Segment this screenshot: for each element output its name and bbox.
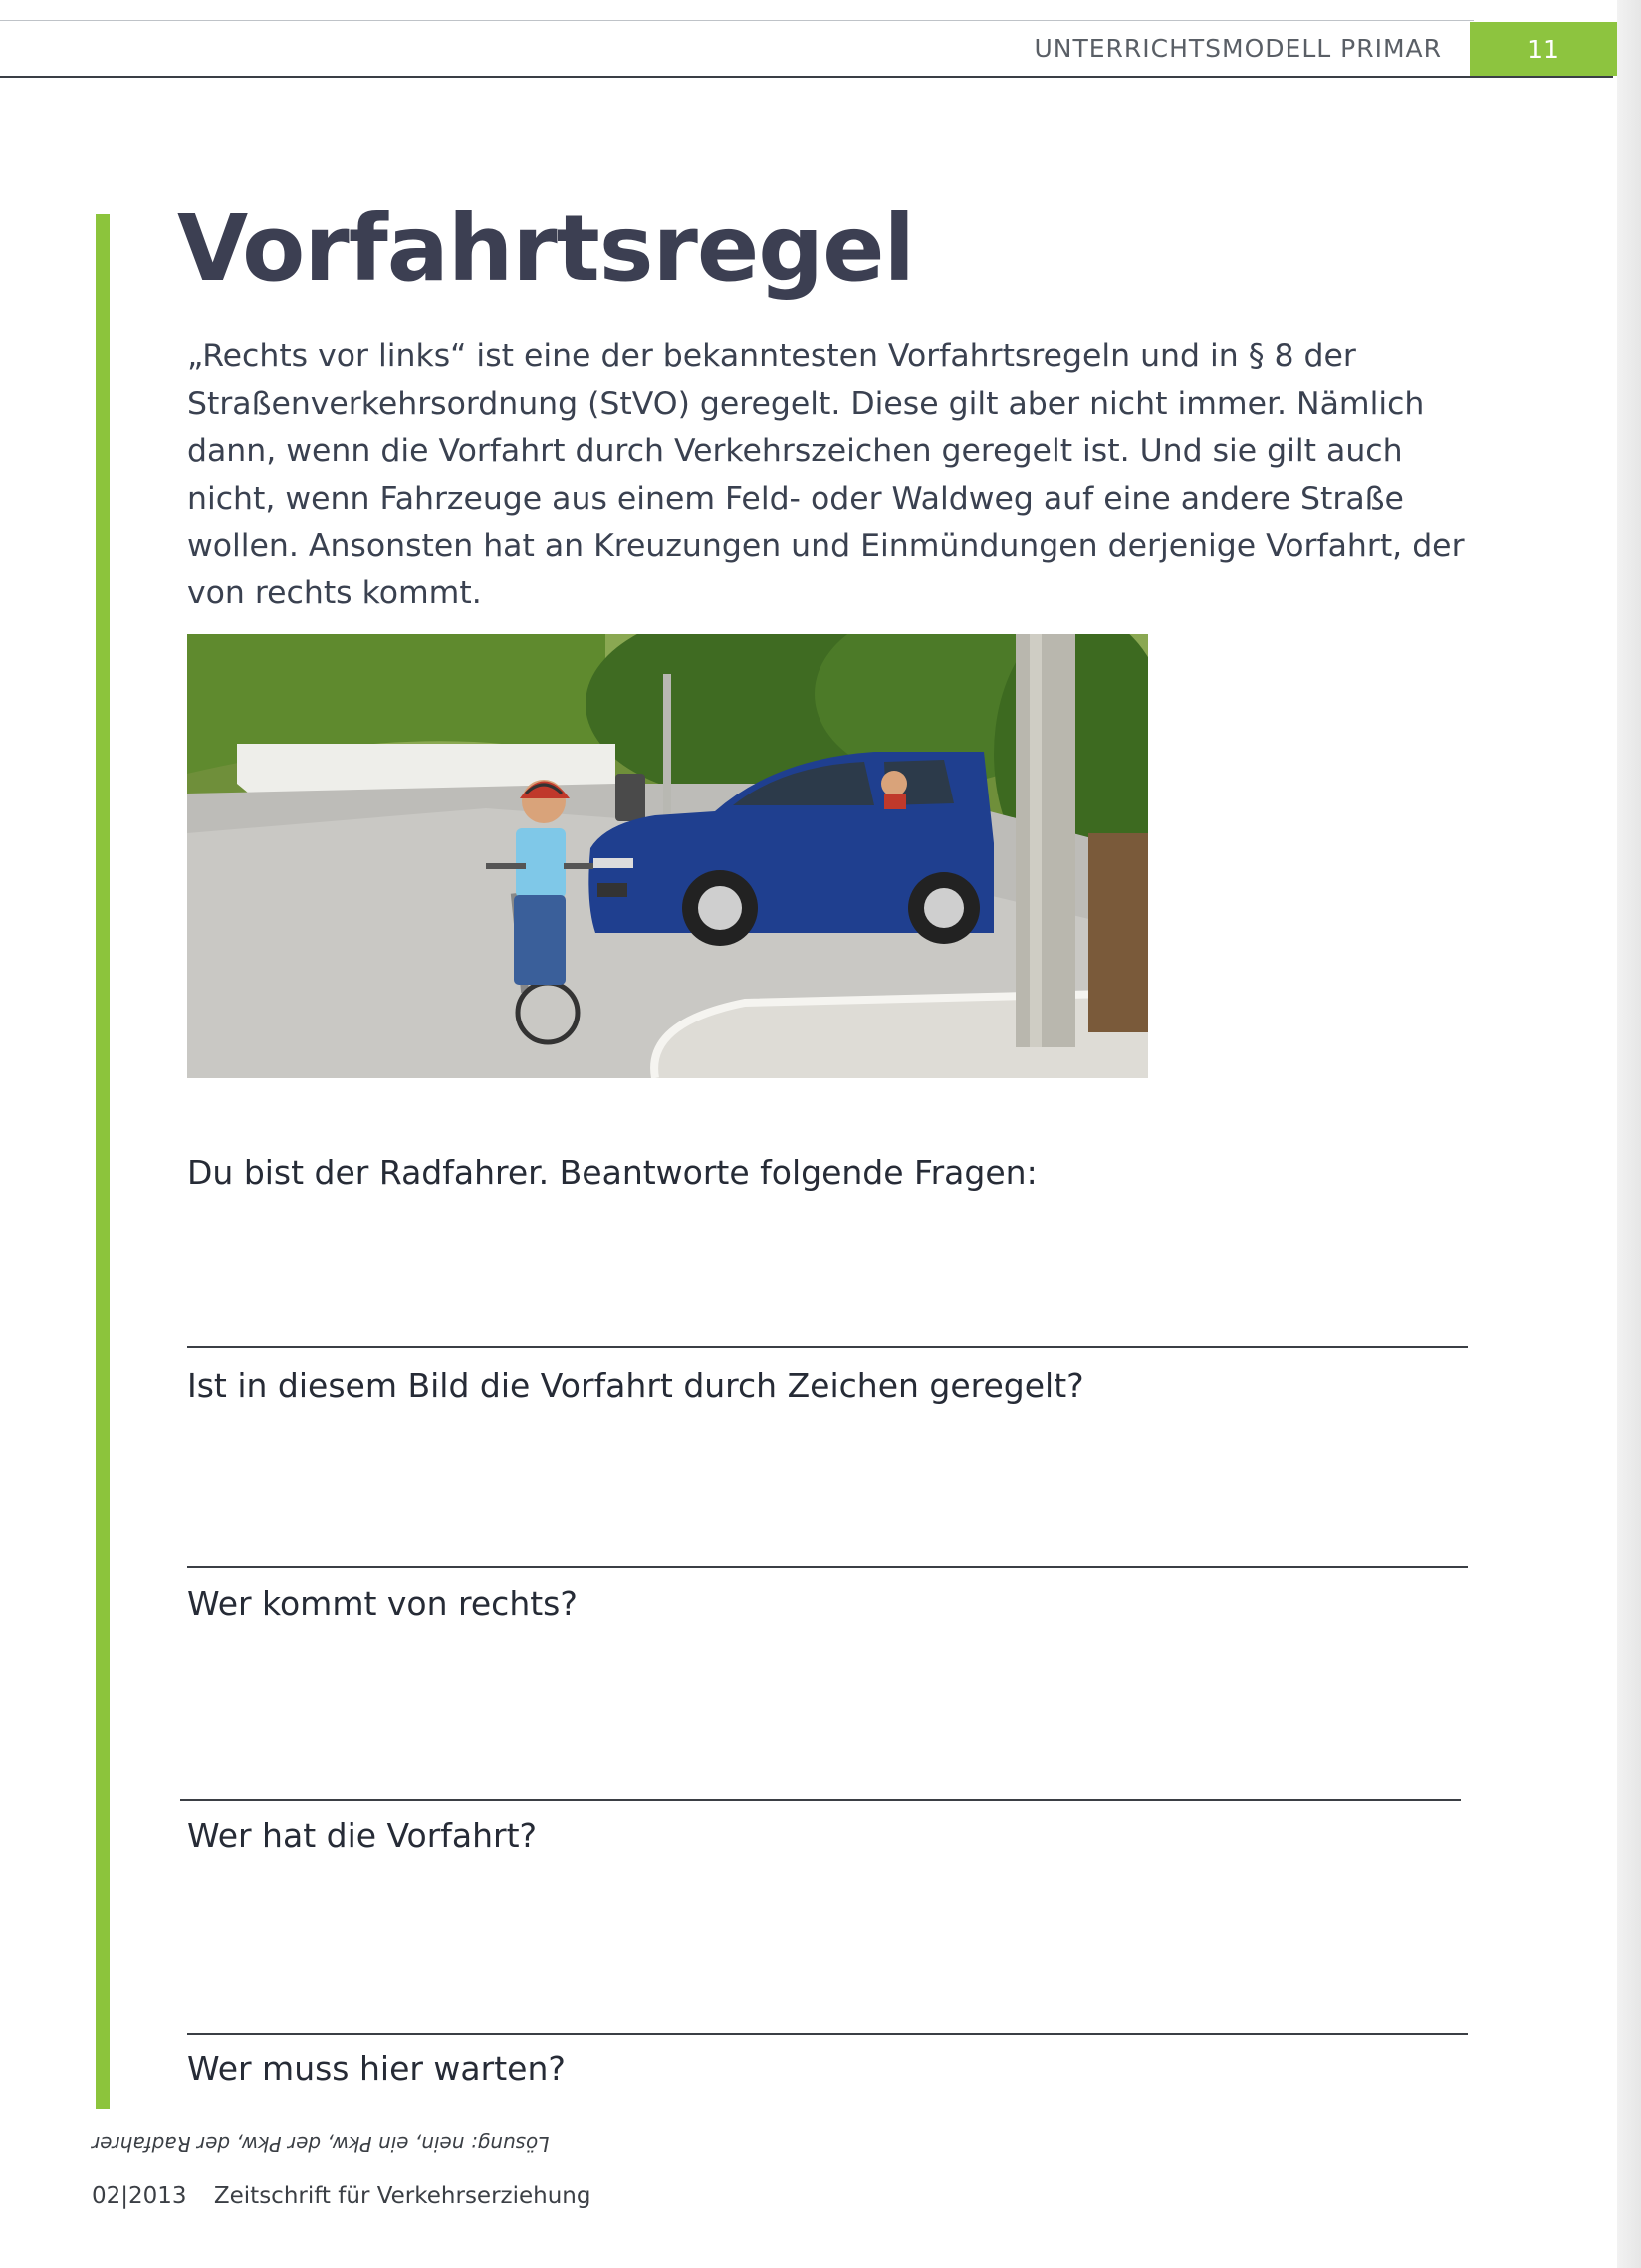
page-footer bbox=[92, 2183, 590, 2209]
page-edge bbox=[1617, 0, 1641, 2268]
page-title: Vorfahrtsregel bbox=[177, 195, 915, 302]
section-header: UNTERRICHTSMODELL PRIMAR bbox=[1034, 34, 1442, 63]
issue-number: 02|2013 bbox=[92, 2183, 187, 2209]
question-2: Wer kommt von rechts? bbox=[187, 1584, 578, 1623]
task-prompt: Du bist der Radfahrer. Beantworte folgende Fragen: bbox=[187, 1153, 1038, 1192]
publication-name: Zeitschrift für Verkehrserziehung bbox=[213, 2183, 591, 2209]
answer-line bbox=[180, 1799, 1461, 1801]
traffic-scene-illustration bbox=[187, 634, 1148, 1078]
accent-bar bbox=[96, 214, 110, 2109]
solution-text: Lösung: nein, ein Pkw, der Pkw, der Radfahrer bbox=[92, 2132, 550, 2155]
page-number-tab bbox=[1470, 22, 1617, 76]
traffic-photo bbox=[187, 634, 1148, 1078]
question-4: Wer muss hier warten? bbox=[187, 2049, 566, 2088]
header-top-rule bbox=[0, 20, 1474, 21]
intro-paragraph: „Rechts vor links“ ist eine der bekanntesten Vorfahrtsregeln und in § 8 der Straßenverkehrsordnung (StVO) geregelt. Diese gilt aber nicht immer. Nämlich dann, wenn die Vorfahrt durch Verkehrszeichen geregelt ist. Und sie gilt auch nicht, wenn Fahrzeuge aus einem Feld- oder Waldweg auf eine andere Straße wollen. Ansonsten hat an Kreuzungen und Einmündungen derjenige Vorfahrt, der von rechts kommt. bbox=[187, 339, 1465, 611]
answer-line bbox=[187, 1566, 1468, 1568]
page-number: 11 bbox=[1527, 34, 1559, 64]
question-1: Ist in diesem Bild die Vorfahrt durch Zeichen geregelt? bbox=[187, 1366, 1084, 1405]
answer-line bbox=[187, 2033, 1468, 2035]
question-3: Wer hat die Vorfahrt? bbox=[187, 1816, 538, 1855]
answer-line bbox=[187, 1346, 1468, 1348]
header-rule bbox=[0, 76, 1613, 78]
